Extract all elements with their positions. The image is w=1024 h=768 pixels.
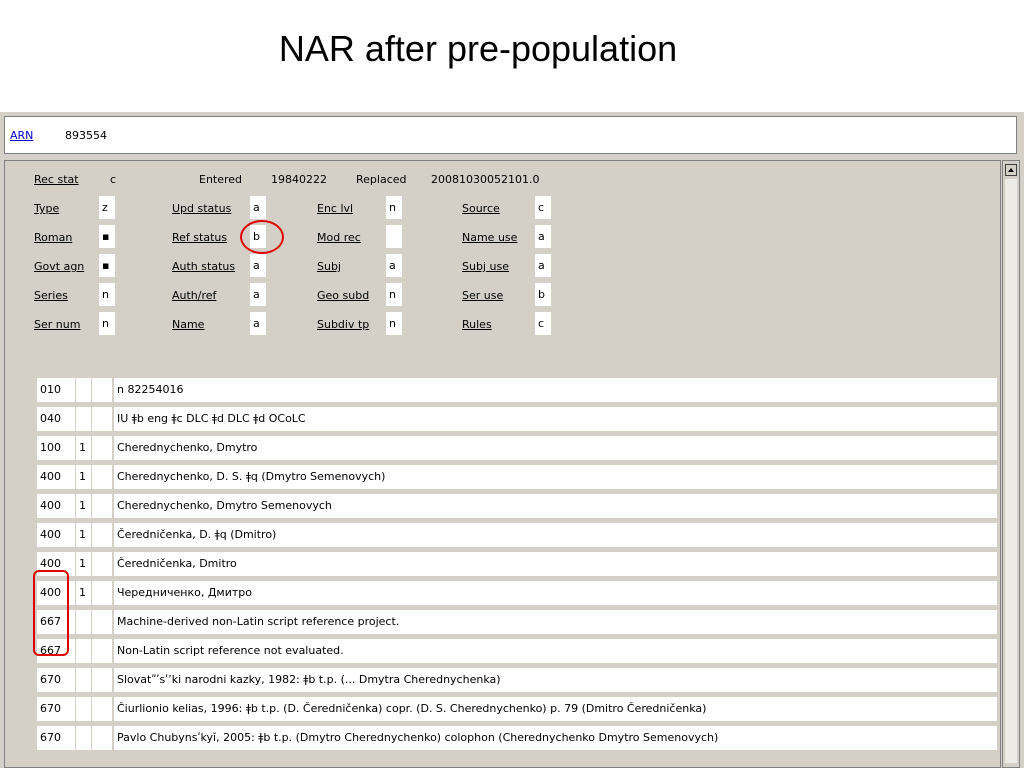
ref-status-value[interactable]: b: [250, 225, 266, 248]
field-tag[interactable]: 670: [37, 668, 75, 692]
field-text[interactable]: Cherednychenko, Dmytro: [114, 436, 997, 460]
field-text[interactable]: IU ǂb eng ǂc DLC ǂd DLC ǂd OCoLC: [114, 407, 997, 431]
field-indicator-1[interactable]: 1: [76, 494, 91, 518]
rec-stat-value: c: [110, 173, 117, 186]
field-tag[interactable]: 667: [37, 639, 75, 663]
field-tag[interactable]: 100: [37, 436, 75, 460]
roman-link[interactable]: Roman: [34, 231, 73, 244]
subj-link[interactable]: Subj: [317, 260, 341, 273]
field-indicator-1[interactable]: [76, 407, 91, 431]
ser-num-value[interactable]: n: [99, 312, 115, 335]
type-value[interactable]: z: [99, 196, 115, 219]
field-tag[interactable]: 040: [37, 407, 75, 431]
field-indicator-2[interactable]: [92, 407, 112, 431]
source-value[interactable]: c: [535, 196, 551, 219]
field-text[interactable]: Чередниченко, Дмитро: [114, 581, 997, 605]
field-tag[interactable]: 400: [37, 581, 75, 605]
field-text[interactable]: Cherednychenko, D. S. ǂq (Dmytro Semenovych): [114, 465, 997, 489]
scroll-track[interactable]: [1005, 179, 1017, 763]
replaced-label: Replaced: [356, 173, 407, 186]
field-indicator-1[interactable]: [76, 668, 91, 692]
field-indicator-2[interactable]: [92, 465, 112, 489]
subj-value[interactable]: a: [386, 254, 402, 277]
field-tag[interactable]: 400: [37, 552, 75, 576]
field-indicator-1[interactable]: [76, 378, 91, 402]
subdiv-tp-value[interactable]: n: [386, 312, 402, 335]
field-tag[interactable]: 400: [37, 465, 75, 489]
name-use-link[interactable]: Name use: [462, 231, 518, 244]
upd-status-value[interactable]: a: [250, 196, 266, 219]
field-tag[interactable]: 400: [37, 523, 75, 547]
rules-value[interactable]: c: [535, 312, 551, 335]
ref-status-highlight: [240, 220, 284, 254]
field-tag[interactable]: 667: [37, 610, 75, 634]
field-text[interactable]: n 82254016: [114, 378, 997, 402]
field-indicator-2[interactable]: [92, 552, 112, 576]
mod-rec-value[interactable]: [386, 225, 402, 248]
field-tag[interactable]: 670: [37, 726, 75, 750]
auth-status-value[interactable]: a: [250, 254, 266, 277]
govt-agn-link[interactable]: Govt agn: [34, 260, 85, 273]
upd-status-link[interactable]: Upd status: [172, 202, 232, 215]
field-indicator-2[interactable]: [92, 523, 112, 547]
field-text[interactable]: Čiurlionio kelias, 1996: ǂb t.p. (D. Čeredničenka) copr. (D. S. Cherednychenko) p. 79 (Dmitro Čeredničenka): [114, 697, 997, 721]
subdiv-tp-link[interactable]: Subdiv tp: [317, 318, 370, 331]
field-indicator-1[interactable]: 1: [76, 523, 91, 547]
rules-link[interactable]: Rules: [462, 318, 492, 331]
auth-ref-link[interactable]: Auth/ref: [172, 289, 217, 302]
auth-status-link[interactable]: Auth status: [172, 260, 236, 273]
slide-title: NAR after pre-population: [278, 28, 678, 69]
name-link[interactable]: Name: [172, 318, 205, 331]
name-use-value[interactable]: a: [535, 225, 551, 248]
subj-use-link[interactable]: Subj use: [462, 260, 509, 273]
arn-value: 893554: [65, 129, 107, 142]
scroll-up-arrow-icon[interactable]: [1005, 164, 1017, 176]
tags-highlight: [33, 570, 69, 656]
ser-use-value[interactable]: b: [535, 283, 551, 306]
subj-use-value[interactable]: a: [535, 254, 551, 277]
field-indicator-1[interactable]: [76, 697, 91, 721]
mod-rec-link[interactable]: Mod rec: [317, 231, 361, 244]
field-text[interactable]: Non-Latin script reference not evaluated.: [114, 639, 997, 663]
enc-lvl-value[interactable]: n: [386, 196, 402, 219]
field-indicator-1[interactable]: [76, 726, 91, 750]
source-link[interactable]: Source: [462, 202, 500, 215]
ser-use-link[interactable]: Ser use: [462, 289, 504, 302]
series-link[interactable]: Series: [34, 289, 68, 302]
ser-num-link[interactable]: Ser num: [34, 318, 81, 331]
entered-label: Entered: [199, 173, 243, 186]
field-tag[interactable]: 670: [37, 697, 75, 721]
roman-value[interactable]: ▪: [99, 225, 115, 248]
field-indicator-2[interactable]: [92, 668, 112, 692]
series-value[interactable]: n: [99, 283, 115, 306]
variable-fields: [37, 378, 997, 768]
geo-subd-link[interactable]: Geo subd: [317, 289, 370, 302]
arn-bar: [4, 116, 1017, 154]
field-indicator-2[interactable]: [92, 494, 112, 518]
govt-agn-value[interactable]: ▪: [99, 254, 115, 277]
field-tag[interactable]: 010: [37, 378, 75, 402]
replaced-value: 20081030052101.0: [431, 173, 540, 186]
field-indicator-1[interactable]: 1: [76, 465, 91, 489]
field-indicator-2[interactable]: [92, 378, 112, 402]
field-indicator-2[interactable]: [92, 436, 112, 460]
rec-stat-link[interactable]: Rec stat: [34, 173, 79, 186]
ref-status-link[interactable]: Ref status: [172, 231, 228, 244]
field-indicator-2[interactable]: [92, 610, 112, 634]
field-text[interactable]: Slovatʺʹsʹʼki narodni kazky, 1982: ǂb t.p. (... Dmytra Cherednychenka): [114, 668, 997, 692]
field-indicator-1[interactable]: 1: [76, 436, 91, 460]
field-indicator-2[interactable]: [92, 726, 112, 750]
type-link[interactable]: Type: [34, 202, 60, 215]
field-tag[interactable]: 400: [37, 494, 75, 518]
field-indicator-1[interactable]: [76, 610, 91, 634]
enc-lvl-link[interactable]: Enc lvl: [317, 202, 354, 215]
field-text[interactable]: Cherednychenko, Dmytro Semenovych: [114, 494, 997, 518]
field-text[interactable]: Čeredničenka, D. ǂq (Dmitro): [114, 523, 997, 547]
field-text[interactable]: Čeredničenka, Dmitro: [114, 552, 997, 576]
vertical-scrollbar[interactable]: [1002, 160, 1020, 768]
field-indicator-1[interactable]: 1: [76, 581, 91, 605]
geo-subd-value[interactable]: n: [386, 283, 402, 306]
field-indicator-2[interactable]: [92, 697, 112, 721]
name-value[interactable]: a: [250, 312, 266, 335]
entered-value: 19840222: [271, 173, 327, 186]
field-indicator-2[interactable]: [92, 581, 112, 605]
field-text[interactable]: Pavlo Chubynsʹkyĭ, 2005: ǂb t.p. (Dmytro Cherednychenko) colophon (Cherednychenko Dmytro Semenovych): [114, 726, 997, 750]
arn-link[interactable]: ARN: [10, 129, 34, 142]
field-indicator-2[interactable]: [92, 639, 112, 663]
field-text[interactable]: Machine-derived non-Latin script reference project.: [114, 610, 997, 634]
auth-ref-value[interactable]: a: [250, 283, 266, 306]
field-indicator-1[interactable]: [76, 639, 91, 663]
field-indicator-1[interactable]: 1: [76, 552, 91, 576]
